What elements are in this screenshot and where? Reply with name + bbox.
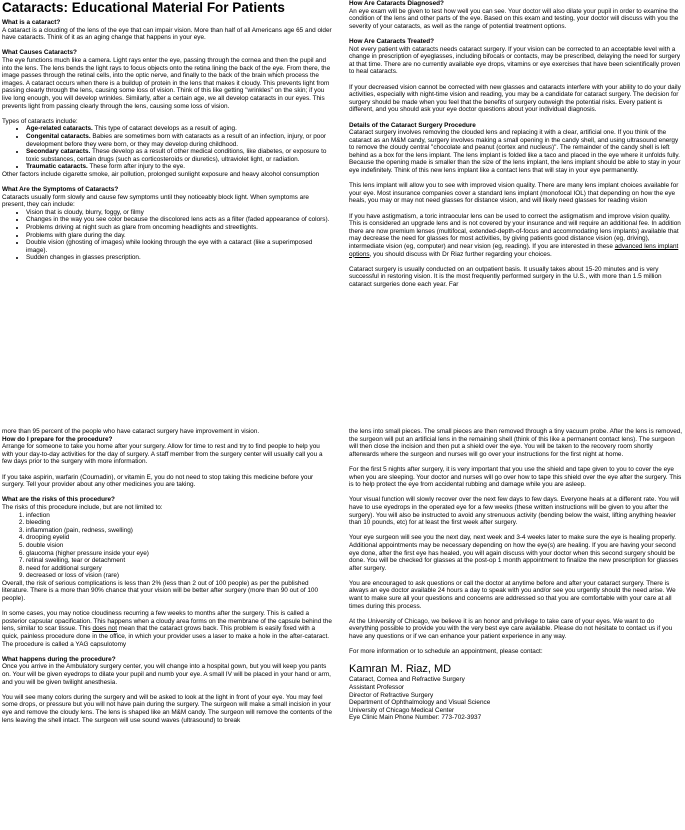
paragraph-honor: At the University of Chicago, we believe it is an honor and privilege to take care of your eyes. We want to do everything possible to provide you with the very best eye care available. Please do not hesitate to contact us if you have any questions or if we can enhance your patient experience in any way. [349, 617, 673, 641]
doctor-title-line: Department of Ophthalmology and Visual Science [349, 699, 491, 707]
heading-diagnosed: How Are Cataracts Diagnosed? [349, 0, 444, 7]
paragraph-recovery: Your visual function will slowly recover over the next few days to few days. Everyone heals at a different rate. You will have to use eyedrops in the operated eye for a few weeks (these written instructions will be given to you after the surgery). You will also be instructed to avoid any strenuous activity (bending below the waist, lifting anything heavier than 10 pounds, etc) for at least the first week after surgery. [349, 496, 680, 527]
risks-list [2, 512, 332, 580]
paragraph-prepare: Arrange for someone to take you home after your surgery. Allow for time to rest and try to find people to help you with your day-to-day activities for the day of surgery. A staff member from the surgery center will usually call you a few days prior to the surgery with more information. [2, 443, 323, 466]
paragraph-questions: You are encouraged to ask questions or call the doctor at anytime before and after your cataract surgery. There is always an eye doctor available 24 hours a day to speak with you and/or see you urgently should the need arise. We want to make sure all your questions and concerns are addressed so that you are comfortable with your care at all times during this process. [349, 579, 676, 610]
paragraph-overall-risk: Overall, the risk of serious complications is less than 2% (less than 2 out of 100 people) as per the published literature. There is a more than 90% chance that your vision will be better after surgery (more than 90 out of 100 people). [2, 579, 319, 603]
paragraph-diagnosed: An eye exam will be given to test how well you can see. Your doctor will also dilate your pupil in order to examine the condition of the lens and other parts of the eye. Based on this exam and testing, your doctor will discuss with you the severity of your cataracts, as well as the range of potential treatment options. [349, 7, 679, 30]
advanced-lens-link[interactable]: advanced lens implant options [349, 243, 679, 258]
paragraph-outpatient: Cataract surgery is usually conducted on an outpatient basis. It usually takes about 15-20 minutes and is very successful in restoring vision. It is the most frequently performed surgery in the U.S., with more than 1.5 million cataract surgeries done each year. Far [349, 265, 662, 288]
paragraph-astigmatism: If you have astigmatism, a toric intraocular lens can be used to correct the astigmatism and improve vision quality. This is considered an upgrade lens and is not covered by your insurance and will require an additional fee. In addition there are now premium lenses (multifocal, extended-depth-of-focus and accommodating lens implants) available that may decrease the need for glasses for most activities, by giving patients good distance vision (eg, driving), intermediate vision (eg, computer) and near vision (eg, reading). If you are interested in these advanced lens implant options, you should discuss with Dr Riaz further regarding your choices. [349, 212, 681, 258]
doctor-title-line: Director of Refractive Surgery [349, 691, 434, 699]
paragraph-lights: You will see many colors during the surgery and will be asked to look at the light in front of your eye. You may feel some drops, or pressure but you will not have pain during the surgery. The surgeon will make a small incision in your eye and remove the cloudy lens. The lens is shaped like an M&M candy. The surgeon will remove the contents of the lens leaving the shell intact. The surgeon will use sound waves (ultrasound) to break [2, 693, 332, 724]
symptoms-list [2, 209, 332, 262]
list-item: 5. double vision [26, 542, 332, 550]
paragraph-contact: For more information or to schedule an appointment, please contact: [349, 648, 543, 656]
list-item: 2. bleeding [26, 519, 332, 527]
heading-prepare: How do I prepare for the procedure? [2, 435, 113, 443]
list-item: • Double vision (ghosting of images) while looking through the eye with a cataract (like a superimposed image). [26, 239, 332, 254]
list-item: 6. glaucoma (higher pressure inside your eye) [26, 550, 332, 558]
list-item: 4. drooping eyelid [26, 534, 332, 542]
list-item: • Sudden changes in glasses prescription. [26, 254, 332, 262]
paragraph-decreased-vision: If your decreased vision cannot be corrected with new glasses and cataracts interfere with your ability to do your daily activities, especially with night-time vision and reading, you may be a candidate for cataract surgery. The decision for surgery should be made when you feel that the benefits of surgery outweigh the potential risks. Every patient is different, and you should ask your eye doctor questions about your individual diagnosis. [349, 83, 681, 114]
paragraph-first-nights: For the first 5 nights after surgery, it is very important that you use the shield and tape given to you to cover the eye when you are sleeping. Your doctor and nurses will go over how to tape this shield over the eye after the surgery. This is to help protect the eye from accidental rubbing and damage while you are asleep. [349, 465, 682, 489]
types-list [2, 125, 332, 171]
heading-causes: What Causes Cataracts? [2, 49, 77, 57]
paragraph-risks: The risks of this procedure include, but are not limited to: [2, 503, 163, 511]
heading-what-is-cataract: What is a cataract? [2, 19, 61, 26]
doctor-name: Kamran M. Riaz, MD [349, 663, 452, 676]
column-2 [349, 0, 683, 402]
heading-surgery-details: Details of the Cataract Surgery Procedure [349, 121, 476, 129]
doctor-title-line: Assistant Professor [349, 684, 405, 691]
paragraph-during: Once you arrive in the Ambulatory surgery center, you will change into a hospital gown, but you will keep you pants on. Your will be given eyedrops to dilate your pupil and numb your eye. A small IV will be placed in your hand or arm, and you will be given twilight anesthesia. [2, 663, 331, 686]
list-item: • Secondary cataracts. These develop as a result of other medical conditions, like diabetes, or exposure to toxic substances, certain drugs (such as corticosteroids or diuretics), ultraviolet light, or radiation. [26, 148, 332, 163]
paragraph-surgery-details: Cataract surgery involves removing the clouded lens and replacing it with a clear, artificial one. If you think of the cataract as an M&M candy, surgery involves making a small opening in the candy shell, and using ultrasound energy to remove the cloudy central "chocolate and peanut (cortex and nucleus)". The remainder of the candy shell is left behind as a box for the lens implant. The lens implant is folded like a taco and placed in the eye where it unfolds fully. Because the opening made is smaller than the size of the lens implant, the lens implant should be able to stay in your eye indefinitely. Think of this new lens implant like a contact lens that will stay in your eye permanently. [349, 129, 681, 175]
page-title: Cataracts: Educational Material For Patients [2, 0, 285, 15]
paragraph-treated: Not every patient with cataracts needs cataract surgery. If your vision can be corrected to an acceptable level with a change in prescription of eyeglasses, including bifocals or contacts, may be prescribed, delaying the need for surgery at that time. There are no currently available eye drops, vitamins or eye exercises that have been scientifically proven to heal cataracts. [349, 45, 681, 76]
list-item: 8. need for additional surgery [26, 565, 332, 573]
doctor-title-line: Cataract, Cornea and Refractive Surgery [349, 676, 465, 684]
list-item: • Problems driving at night such as glare from oncoming headlights and streetlights. [26, 224, 332, 232]
paragraph-follow-up: Your eye surgeon will see you the next day, next week and 3-4 weeks later to make sure the eye is healing properly. Additional appointments may be necessary depending on how the eye(s) are healing. If you are having your second eye done, after the first eye has healed, you will again discuss with your doctor when this second surgery should be done. You will be checked for glasses at the post-op 1 month appointment to finalize the new prescription for glasses after surgery. [349, 534, 679, 572]
paragraph-continued: more than 95 percent of the people who have cataract surgery have improvement in vision. [2, 428, 260, 435]
doctor-title-line: University of Chicago Medical Center [349, 706, 455, 714]
paragraph-types-intro: Types of cataracts include: [2, 117, 78, 125]
list-item: • Changes in the way you see color because the discolored lens acts as a filter (faded appearance of colors). [26, 216, 332, 224]
heading-treated: How Are Cataracts Treated? [349, 37, 434, 45]
list-item: 9. decreased or loss of vision (rare) [26, 572, 332, 580]
list-item: • Traumatic cataracts. These form after injury to the eye. [26, 163, 332, 171]
paragraph-aspirin: If you take aspirin, warfarin (Coumadin), or vitamin E, you do not need to stop taking this medicine before your surgery. Tell your provider about any other medicines you are taking. [2, 473, 314, 489]
clinic-phone: Eye Clinic Main Phone Number: 773-702-3937 [349, 714, 482, 722]
paragraph-causes: The eye functions much like a camera. Light rays enter the eye, passing through the cornea and then the pupil and into the lens. The lens bends the light rays to focus objects onto the retina lining the back of the eye. From there, the image passes through the retinal cells, into the optic nerve, and finally to the back of the brain which process the images. A cataract occurs when there is a buildup of protein in the lens that makes it cloudy. This prevents light from passing clearly through the lens, causing some loss of vision. Think of this like getting "wrinkles" on the skin; if you live long enough, you will develop wrinkles. Similarly, after a certain age, we all develop cataracts in our eyes. This prevents light from passing clearly through the lens, causing some loss of vision. [2, 56, 331, 110]
column-1 [2, 0, 332, 402]
paragraph-lens-implant: This lens implant will allow you to see with improved vision quality. There are many lens implant choices available for your eye. Most insurance companies cover a standard lens implant (monofocal IOL) that depending on how the eye heals, you may or may not need glasses for distance vision, and will likely need glasses for reading vision [349, 182, 679, 205]
heading-symptoms: What Are the Symptoms of Cataracts? [2, 186, 119, 194]
list-item: • Vision that is cloudy, blurry, foggy, or filmy [26, 209, 332, 217]
paragraph-cloudiness: In some cases, you may notice cloudiness recurring a few weeks to months after the surgery. This is called a posterior capsular opacification. This happens when a cloudy area forms on the membrane of the capsule behind the lens, similar to scar tissue. This does not mean that the cataract grows back. This problem is easily fixed with a quick, painless procedure done in the office, in which your provider uses a laser to make a hole in the after-cataract. The procedure is called a YAG capsulotomy [2, 610, 332, 648]
list-item: • Age-related cataracts. This type of cataract develops as a result of aging. [26, 125, 332, 133]
column-3 [2, 428, 332, 830]
paragraph-what-is-cataract: A cataract is a clouding of the lens of the eye that can impair vision. More than half of all Americans age 65 and older have cataracts. Think of it as an aging change that happens in your eye. [2, 26, 332, 42]
paragraph-continued: the lens into small pieces. The small pieces are then removed through a tiny vacuum probe. After the lens is removed, the surgeon will put an artificial lens in the remaining shell (think of this like a permanent contact lens). The surgeon will then close the incision and then put a shield over the eye. You will be taken to the recovery room shortly afterwards where the surgeon and nurses will go over your instructions for the first night at home. [349, 428, 683, 458]
heading-risks: What are the risks of this procedure? [2, 496, 115, 504]
paragraph-symptoms: Cataracts usually form slowly and cause few symptoms until they noticeably block light. When symptoms are present, they can include: [2, 193, 309, 209]
list-item: 1. infection [26, 512, 332, 520]
paragraph-other-factors: Other factors include cigarette smoke, air pollution, prolonged sunlight exposure and heavy alcohol consumption [2, 170, 320, 178]
list-item: • Problems with glare during the day. [26, 232, 332, 240]
list-item: 3. inflammation (pain, redness, swelling) [26, 527, 332, 535]
list-item: • Congenital cataracts. Babies are sometimes born with cataracts as a result of an infection, injury, or poor development before they were born, or they may develop during childhood. [26, 133, 332, 148]
column-4 [349, 428, 683, 830]
list-item: 7. retinal swelling, tear or detachment [26, 557, 332, 565]
heading-during: What happens during the procedure? [2, 655, 116, 663]
